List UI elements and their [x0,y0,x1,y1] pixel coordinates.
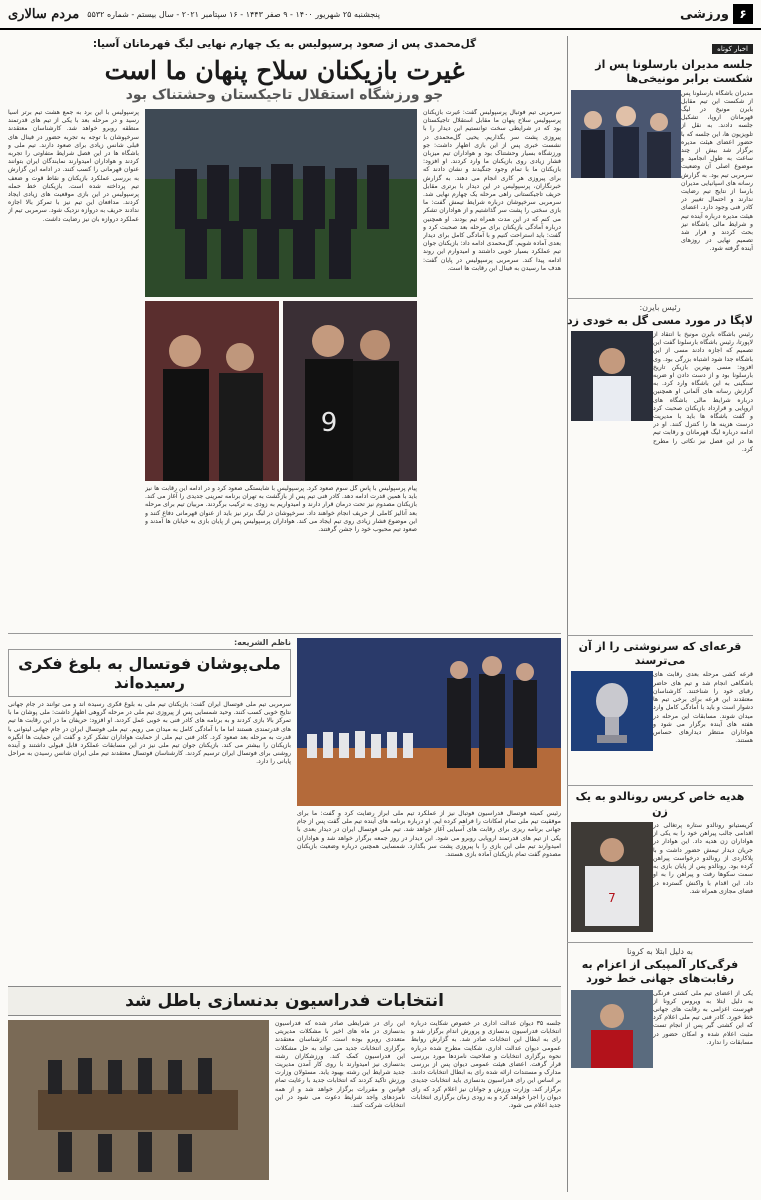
futsal-title: ملی‌پوشان فوتسال به بلوغ فکری رسیده‌اند [8,649,291,697]
story-barca-title: جلسه مدیران بارسلونا پس از شکست برابر مونیخی‌ها [595,58,753,86]
right-column [567,36,753,1192]
federation-text-right [411,1020,561,1180]
messi-photo [571,331,653,421]
federation-body: جلسه ۳۵ دیوان عدالت اداری در خصوص شکایت درباره انتخابات فدراسیون بدنسازی و پرورش اندام برگزار شد و رای به ابطال این انتخابات صادر شد. به گزارش روابط عمومی دیوان عدالت اداری، شکایت مطرح شده درباره نحوه برگزاری انتخابات و صلاحیت نامزدها مورد بررسی قرار گرفت. اعضای هیئت عمومی دیوان پس از بررسی مدارک و مستندات ارائه شده رای به ابطال انتخابات دادند. بر اساس این رای فدراسیون بدنسازی باید انتخابات جدیدی برگزار کند. وزارت ورزش و جوانان نیز اعلام کرد که رای دیوان را اجرا خواهد کرد و به زودی زمان برگزاری انتخابات جدید اعلام می شود. [411,1020,561,1110]
story-draw-body: قرعه کشی مرحله بعدی رقابت های باشگاهی انجام شد و تیم های حاضر رقبای خود را شناختند. کارشناسان معتقدند این قرعه برای برخی تیم ها دشوار است و باید با آمادگی کامل وارد میدان شوند. مسابقات این مرحله در هفته های آینده برگزار می شود و هواداران منتظر دیدارهای حساس هستند. [653,671,753,745]
svg-text:9: 9 [320,408,338,438]
lead-body-c: پیام پرسپولیس با پاس گل سوم صعود کرد. پرسپولیس با شایستگی صعود کرد و در ادامه این رقابت ها نیز باید با همین قدرت ادامه دهد. کادر فنی تیم پس از بازگشت به تهران برنامه تمرینی جدیدی را آغاز می کند. بازیکنان مصدوم نیز تحت درمان قرار دارند و امیدواریم به زودی به ترکیب برگردند. مربیان تیم برای مرحله بعد آنالیز کاملی از حریف انجام خواهند داد. سرخپوشان در لیگ برتر نیز باید از عنوان قهرمانی دفاع کنند و این موضوع فشار زیادی روی تیم ایجاد می کند. هواداران پرسپولیس پس از پایان بازی به خیابان ها آمدند و صعود تیم محبوب خود را جشن گرفتند. [145,485,417,534]
players-hug-image [283,301,417,481]
futsal-kicker: ناظم الشریعه: [233,638,291,647]
meeting-room-image [8,1020,269,1180]
separator [567,942,753,943]
futsal-text-col [8,638,291,982]
acl-trophy-image [571,671,653,751]
separator [567,785,753,786]
lead-story-block [8,109,561,629]
lead-body-a: سرمربی تیم فوتبال پرسپولیس گفت: غیرت بازیکنان پرسپولیس سلاح پنهان ما مقابل استقلال تاجیکستان بود که در شرایطی سخت توانستیم این دیدار را با پیروزی پشت سر بگذاریم. یحیی گل‌محمدی در نشست خبری پس از این بازی اظهار داشت: جو ورزشگاه بسیار وحشتناک بود و هواداران تیم میزبان فشار زیادی روی بازیکنان ما وارد کردند. او افزود: بازیکنان ما با تمام وجود جنگیدند و نشان دادند که برای پیروزی هر کاری انجام می دهند. به گزارش خبرنگاران، پرسپولیس در این دیدار با برتری مقابل حریف تاجیکستانی راهی مرحله یک چهارم نهایی شد. سرمربی سرخپوشان درباره شرایط تیمش گفت: ما بازی سختی را پشت سر گذاشتیم و از هواداران تشکر می کنم که در این مدت همراه تیم بودند. او همچنین درباره آمادگی بازیکنان برای مرحله بعد صحبت کرد و گفت: باید استراحت کنیم و با آمادگی کامل برای دیدار بعدی آماده شویم. گل‌محمدی ادامه داد: بازیکنان جوان تیم عملکرد بسیار خوبی داشتند و امیدوارم این روند ادامه پیدا کند. سرمربی پرسپولیس در پایان گفت: هدف ما رسیدن به فینال این رقابت ها است. [423,109,561,272]
federation-meeting-photo [8,1020,269,1180]
futsal-body: سرمربی تیم ملی فوتسال ایران گفت: بازیکنان تیم ملی به بلوغ فکری رسیده اند و می توانند در جام جهانی نتایج خوبی کسب کنند. وحید شمسایی پس از پیروزی تیم ملی در مرحله گروهی اظهار داشت: ملی پوشان ما با تمرکز بالا بازی کردند و به برنامه های کادر فنی به خوبی عمل کردند. او افزود: حریفان ما در این رقابت ها تیم های قدرتمندی هستند اما ما با آمادگی کامل به میدان می رویم. تیم ملی فوتسال ایران در جام جهانی لیتوانی با قدرت به مرحله بعد صعود کرد. کادر فنی تیم ملی از حمایت هواداران تشکر کرد و گفت این حمایت ها انگیزه بازیکنان را بیشتر می کند. بازیکنان جوان تیم ملی نیز در این مسابقات عملکرد قابل قبولی داشتند و آینده روشنی برای فوتسال ایران ترسیم کردند. کارشناسان فوتسال معتقدند تیم ملی ایران شانس رسیدن به مراحل پایانی را دارد. [8,701,291,766]
section-name: ورزشی [680,6,729,22]
wrestler-photo [571,990,653,1068]
messi-image [571,331,653,421]
barca-officials-photo [571,90,681,178]
section-badge [680,4,753,24]
separator [567,298,753,299]
lead-text-col-left [8,109,139,629]
story-wrestler-kicker: به دلیل ابتلا به کرونا [626,947,694,957]
dateline: پنجشنبه ۲۵ شهریور ۱۴۰۰ - ۹ صفر ۱۴۴۳ - ۱۶ سپتامبر ۲۰۲۱ - سال بیستم - شماره ۵۵۳۲ [87,9,381,19]
federation-text-mid [275,1020,405,1180]
federation-title: انتخابات فدراسیون بدنسازی باطل شد [8,986,561,1016]
lead-text-col-right [423,109,561,629]
ronaldo-fan-photo [571,822,653,932]
story-bayern-kicker: رئیس بایرن: [639,302,681,312]
story-bayern-body: رئیس باشگاه بایرن مونیخ با انتقاد از لاپورتا، رئیس باشگاه بارسلونا گفت این تصمیم که اجازه دادند مسی از این باشگاه جدا شود اشتباه بزرگی بود. وی افزود: مسی بهترین بازیکن تاریخ بارسلونا بود و از دست دادن او ضربه سنگینی به این باشگاه وارد کرد. به گزارش رسانه های آلمانی او همچنین درباره شرایط مالی باشگاه های اروپایی و قرارداد بازیکنان صحبت کرد و گفت باشگاه ها باید با مدیریت درست هزینه ها را کنترل کنند. او در ادامه درباره لیگ قهرمانان و رقابت تیم ها در این فصل نیز نکاتی را مطرح کرد. [653,330,753,453]
story-wrestler-title: فرگی‌کار آلمپیکی از اعزام به رقابت‌های جهانی خط خورد [581,958,739,986]
story-barca-body: مدیران باشگاه بارسلونا پس از شکست این تیم مقابل بایرن مونیخ در لیگ قهرمانان اروپا، تشکیل جلسه دادند. به نقل از تلویزیون ها، این جلسه که با حضور اعضای هیئت مدیره برگزار شد بیش از چند ساعت به طول انجامید و موضوع اصلی آن وضعیت سرمربی تیم بود. به گزارش رسانه های اسپانیایی مدیران بارسا از نتایج تیم رضایت ندارند و احتمال تغییر در کادر فنی وجود دارد. اعضای هیئت مدیره درباره آینده تیم و شرایط مالی باشگاه نیز بحث کردند و قرار شد تصمیم نهایی در روزهای آینده گرفته شود. [681,89,753,253]
federation-body-2: این رای در شرایطی صادر شده که فدراسیون بدنسازی در ماه های اخیر با مشکلات مدیریتی متعددی روبرو بوده است. کارشناسان معتقدند برگزاری انتخابات جدید می تواند به حل مشکلات این فدراسیون کمک کند. ورزشکاران رشته بدنسازی نیز امیدوارند با روی کار آمدن مدیریت جدید شرایط این رشته بهبود یابد. مسئولان وزارت ورزش تاکید کردند که انتخابات جدید با رعایت تمام قوانین و مقررات برگزار خواهد شد و از همه نامزدهای واجد شرایط دعوت می شود در این انتخابات شرکت کنند. [275,1020,405,1110]
story-ronaldo-body: کریستیانو رونالدو ستاره پرتغالی در اقدامی جالب پیراهن خود را به یکی از هواداران زن هدیه داد. این هوادار در جریان دیدار تیمش حضور داشت و با پلاکاردی از رونالدو درخواست پیراهن کرده بود. رونالدو پس از پایان بازی به سمت سکوها رفت و پیراهن را به او داد. این اقدام با واکنش گسترده در فضای مجازی همراه شد. [653,822,753,895]
team-photo [145,109,417,297]
section-number: ۶ [733,4,753,24]
futsal-body-2: رئیس کمیته فوتسال فدراسیون فوتبال نیز از عملکرد تیم ملی ابراز رضایت کرد و گفت: ما برای موفقیت تیم ملی تمام امکانات را فراهم کرده ایم. او درباره برنامه های آینده تیم ملی گفت پس از جام جهانی برنامه ریزی برای رقابت های آسیایی آغاز خواهد شد. تیم ملی فوتسال ایران در دیدار بعدی با یکی از تیم های قدرتمند اروپایی روبرو می شود. این دیدار در روز جمعه برگزار خواهد شد و هواداران امیدوارند تیم ملی این بازی را با پیروزی پشت سر بگذارد. شمسایی همچنین درباره وضعیت بازیکنان مصدوم گفت تمام بازیکنان آماده بازی هستند. [297,810,561,859]
separator [8,633,561,634]
lead-body-b: پرسپولیس با این برد به جمع هشت تیم برتر آسیا رسید و در مرحله بعد با یکی از تیم های قدرتمند منطقه روبرو خواهد شد. کارشناسان معتقدند سرخپوشان با توجه به تجربه حضور در فینال های قبلی شانس زیادی برای صعود دارند. تیم ملی و باشگاه ها در این فصل شرایط متفاوتی را تجربه کردند و هواداران امیدوارند نمایندگان ایران بتوانند عنوان قهرمانی را کسب کنند. در ادامه این گزارش به بررسی عملکرد بازیکنان و نقاط قوت و ضعف تیم پرداخته شده است. بازیکنان خط حمله پرسپولیس در این بازی موقعیت های زیادی ایجاد کردند. مدافعان این تیم نیز با تمرکز بالا اجازه ندادند حریف به دروازه نزدیک شود. سرمربی تیم از عملکرد دروازه بان نیز رضایت داشت. [8,109,139,223]
federation-block [8,1020,561,1180]
persepolis-team-image [145,109,417,297]
svg-text:7: 7 [608,891,616,906]
masthead: مردم سالاری [8,6,80,22]
players-celebration-photo [283,301,417,481]
separator [567,635,753,636]
futsal-block [8,638,561,982]
story-draw-title: قرعه‌ای که سرنوشتی را از آن می‌ترسند [578,639,742,668]
trophy-photo [571,671,653,751]
story-ronaldo-title: هدیه خاص کریس رونالدو به یک زن [575,790,745,818]
lead-kicker: گل‌محمدی پس از صعود پرسپولیس به یک چهارم نهایی لیگ قهرمانان آسیا: [92,38,477,50]
futsal-team-photo [297,638,561,806]
news-tag: اخبار کوتاه [712,44,753,54]
story-wrestler-body: یکی از اعضای تیم ملی کشتی فرنگی به دلیل ابتلا به ویروس کرونا از فهرست اعزامی به رقابت های جهانی خط خورد. کادر فنی تیم ملی اعلام کرد که این کشتی گیر پس از انجام تست مثبت اعلام شده و امکان حضور در مسابقات را ندارد. [653,989,753,1046]
futsal-photo-col [297,638,561,982]
coach-photo [145,301,279,481]
wrestler-image [571,990,653,1068]
main-column [8,36,561,1192]
futsal-team-image [297,638,561,806]
lead-headline: غیرت بازیکنان سلاح پنهان ما است [104,56,465,85]
story-bayern-title: لاپگا در مورد مسی گل به خودی زد [567,313,753,327]
golmohammadi-image [145,301,279,481]
lead-photo-row [145,301,417,481]
ronaldo-fan-image [571,822,653,932]
page-header [0,0,761,30]
lead-subhead: جو ورزشگاه استقلال تاجیکستان وحشتناک بود [125,87,444,103]
lead-photos [145,109,417,629]
barca-officials-image [571,90,681,178]
